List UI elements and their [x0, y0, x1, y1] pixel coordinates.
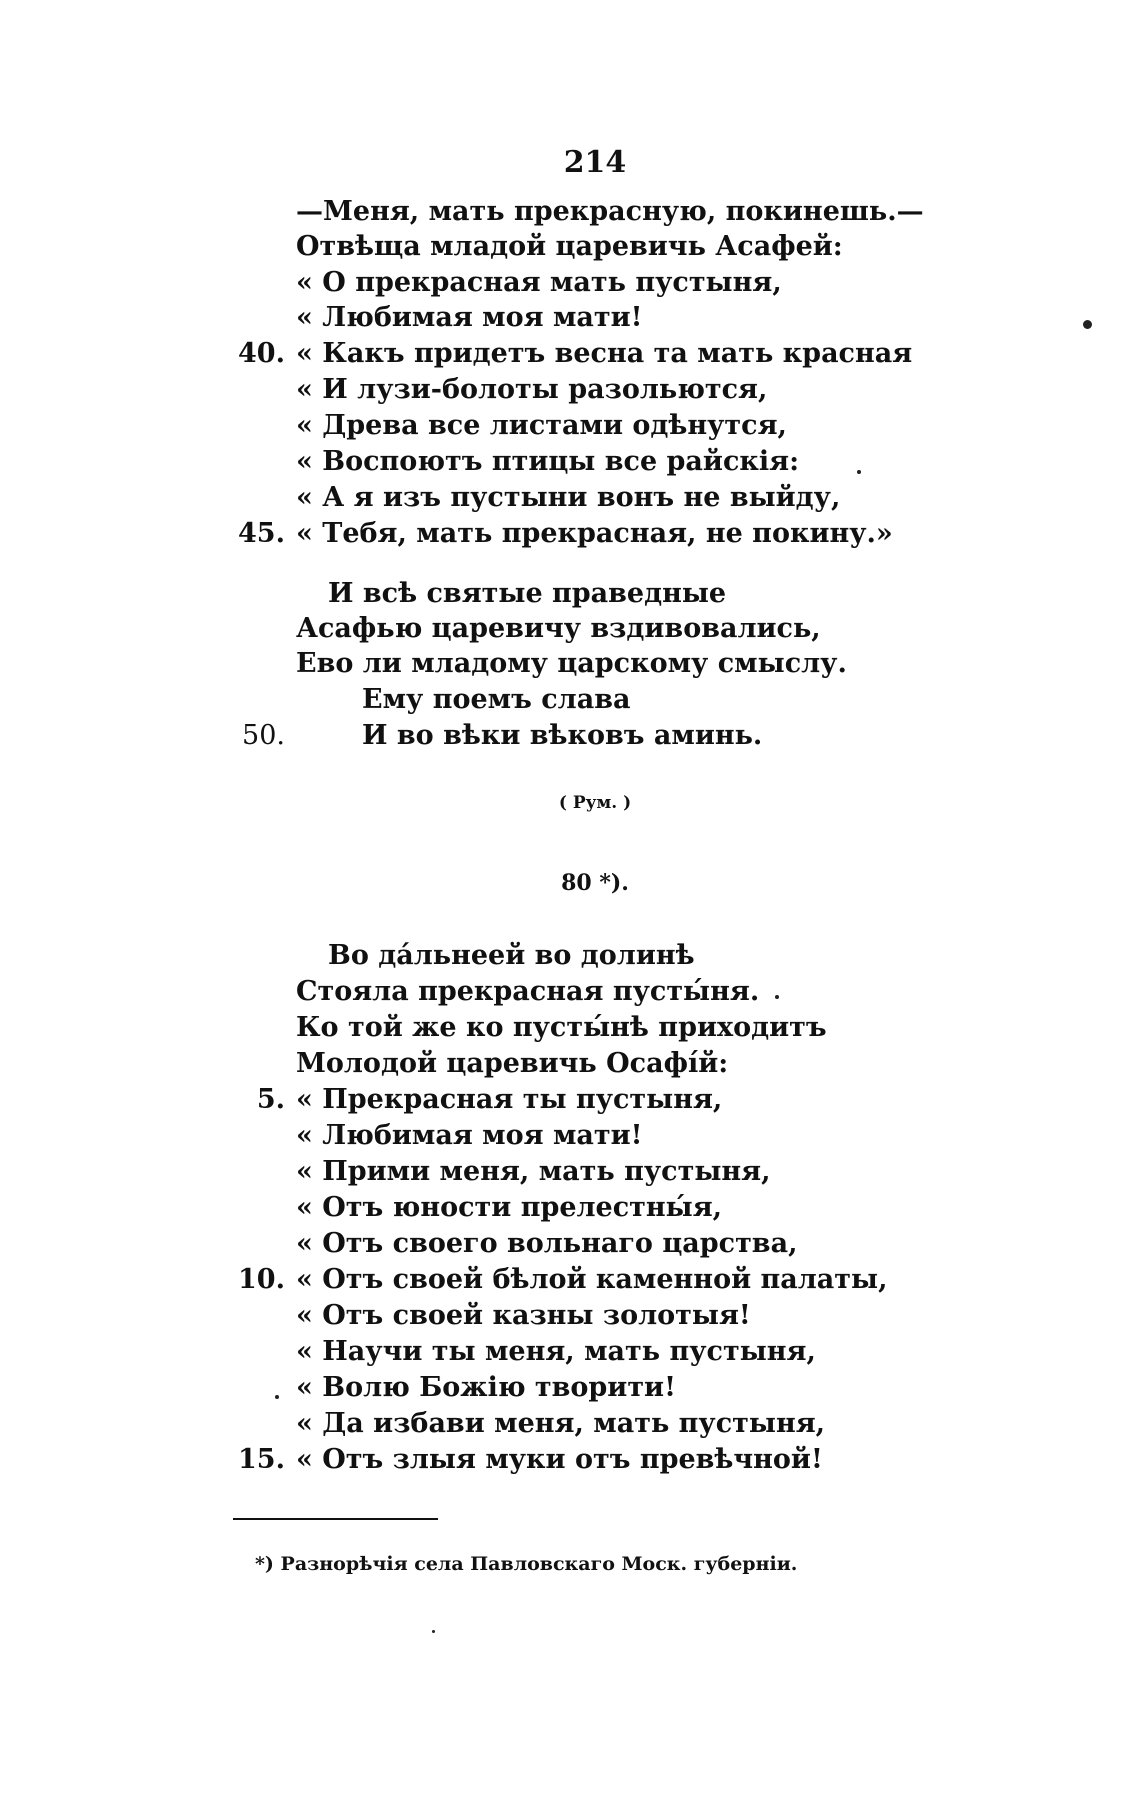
line-number: 50. — [242, 720, 285, 751]
song-number: 80 *). — [561, 870, 629, 896]
verse-line: Ко той же ко пусты́нѣ приходитъ — [296, 1012, 827, 1043]
verse-line: Во дáльнеей во долинѣ — [328, 940, 695, 971]
line-number: 45. — [238, 518, 285, 549]
verse-line: « И лузи-болоты разольются, — [296, 374, 768, 405]
verse-line: « Тебя, мать прекрасная, не покину.» — [296, 518, 893, 549]
verse-line: « Да избави меня, мать пустыня, — [296, 1408, 826, 1439]
verse-line: « Любимая моя мати! — [296, 302, 643, 333]
verse-line: И во вѣки вѣковъ аминь. — [362, 720, 763, 751]
verse-line: Стояла прекрасная пусты́ня. — [296, 976, 760, 1007]
verse-line: Ему поемъ слава — [362, 684, 631, 715]
verse-line: « Какъ придетъ весна та мать красная — [296, 338, 913, 369]
verse-line: « Волю Божію творити! — [296, 1372, 676, 1403]
verse-line: « Древа все листами одѣнутся, — [296, 410, 787, 441]
verse-line: —Меня, мать прекрасную, покинешь.— — [296, 196, 924, 227]
verse-line: И всѣ святые праведные — [328, 578, 727, 609]
line-number: 40. — [238, 338, 285, 369]
verse-line: « Прекрасная ты пустыня, — [296, 1084, 723, 1115]
scan-speck — [1083, 320, 1092, 329]
verse-line: « А я изъ пустыни вонъ не выйду, — [296, 482, 841, 513]
footnote-rule — [233, 1518, 438, 1520]
verse-line: « Прими меня, мать пустыня, — [296, 1156, 771, 1187]
verse-line: « Отъ юности прелестны́я, — [296, 1192, 723, 1223]
verse-line: « Отъ своей казны золотыя! — [296, 1300, 751, 1331]
scan-speck — [275, 1395, 279, 1399]
source-attribution: ( Рум. ) — [558, 793, 632, 813]
verse-line: Отвѣща младой царевичь Асафей: — [296, 231, 843, 262]
verse-line: « Воспоютъ птицы все райскія: — [296, 446, 800, 477]
verse-line: « Любимая моя мати! — [296, 1120, 643, 1151]
scan-speck — [857, 470, 861, 474]
line-number: 15. — [238, 1444, 285, 1475]
verse-line: « Отъ злыя муки отъ превѣчной! — [296, 1444, 823, 1475]
line-number: 5. — [256, 1084, 285, 1115]
footnote: *) Разнорѣчія села Павловскаго Моск. губерніи. — [255, 1553, 798, 1575]
verse-line: Асафью царевичу вздивовались, — [296, 613, 821, 644]
verse-line: « О прекрасная мать пустыня, — [296, 267, 782, 298]
verse-line: « Отъ своего вольнаго царства, — [296, 1228, 798, 1259]
line-number: 10. — [238, 1264, 285, 1295]
verse-line: « Научи ты меня, мать пустыня, — [296, 1336, 816, 1367]
verse-line: « Отъ своей бѣлой каменной палаты, — [296, 1264, 888, 1295]
verse-line: Молодой царевичь Осафі́й: — [296, 1048, 729, 1079]
verse-line: Ево ли младому царскому смыслу. — [296, 648, 847, 679]
scan-speck — [432, 1630, 435, 1633]
page-number: 214 — [563, 145, 627, 180]
scan-speck — [775, 995, 779, 999]
